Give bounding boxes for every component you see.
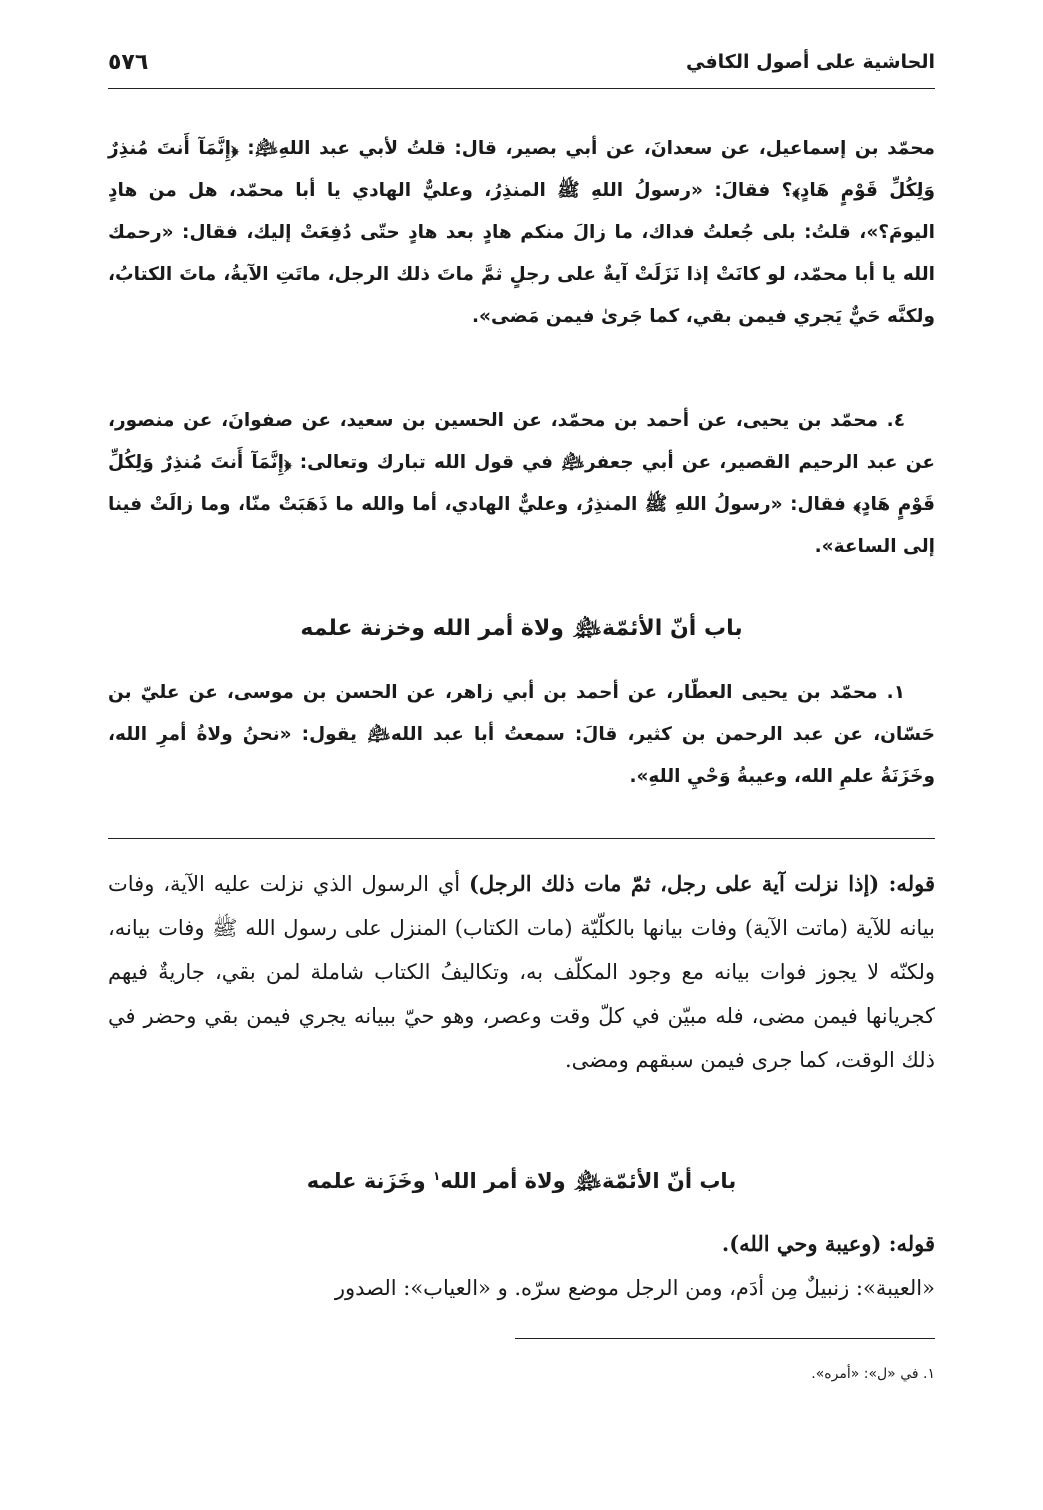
- chapter-2-title-part-1: باب أنّ الأئمّة﵈ ولاة أمر الله: [440, 1169, 737, 1193]
- commentary-separator: [108, 838, 935, 839]
- chapter-2-heading: [108, 1168, 935, 1199]
- chapter-1-heading: باب أنّ الأئمّة﵈ ولاة أمر الله وخزنة علمه: [300, 616, 743, 641]
- hadith-4-text: ٤. محمّد بن يحيى، عن أحمد بن محمّد، عن الحسين بن سعيد، عن صفوانَ، عن منصور، عن عبد الرحيم القصير، عن أبي جعفر﵇ في قول الله تبارك وتعالى: ﴿إِنَّمَآ أَنتَ مُنذِرٌ وَلِكُلِّ قَوْمٍ هَادٍ﴾ فقال: «رسولُ اللهِ ﷺ المنذِرُ، وعليٌّ الهادي، أما والله ما ذَهَبَتْ منّا، وما زالَتْ فينا إلى الساعة».: [108, 410, 935, 557]
- commentary-1-paragraph: [108, 862, 935, 1082]
- commentary-2-text: «العيبة»: زنبيلٌ مِن أدَم، ومن الرجل موضع سرّه. و «العياب»: الصدور: [334, 1276, 935, 1300]
- running-title: الحاشية على أصول الكافي: [685, 51, 935, 73]
- footnote-rule: [515, 1338, 935, 1339]
- header-rule: [108, 88, 935, 89]
- chapter-1-hadith-1: [108, 672, 935, 798]
- commentary-1: [108, 862, 935, 1082]
- commentary-1-lead: قوله: (إذا نزلت آية على رجل، ثمّ مات ذلك الرجل): [468, 871, 935, 896]
- commentary-2: [108, 1222, 935, 1310]
- hadith-3-continued: [108, 128, 935, 338]
- commentary-2-lead-line: [108, 1222, 935, 1266]
- hadith-3-text: محمّد بن إسماعيل، عن سعدانَ، عن أبي بصير، قال: قلتُ لأبي عبد اللهِ﵇: ﴿إِنَّمَآ أَنتَ مُنذِرٌ وَلِكُلِّ قَوْمٍ هَادٍ﴾؟ فقالَ: «رسولُ اللهِ ﷺ المنذِرُ، وعليٌّ الهادي يا أبا محمّد، هل من هادٍ اليومَ؟»، قلتُ: بلى جُعلتُ فداك، ما زالَ منكم هادٍ بعد هادٍ حتّى دُفِعَتْ إليك، فقال: «رحمك الله يا أبا محمّد، لو كانَتْ إذا نَزَلَتْ آيةٌ على رجلٍ ثمَّ ماتَ ذلك الرجل، ماتَتِ الآيةُ، ماتَ الكتابُ، ولكنَّه حَيٌّ يَجري فيمن بقي، كما جَرىٰ فيمن مَضى».: [108, 138, 935, 327]
- footnote-1: ١. في «ل»: «أمره».: [811, 1366, 935, 1382]
- hadith-4: [108, 400, 935, 568]
- page-number: ٥٧٦: [108, 49, 149, 75]
- footnote-marker[interactable]: ١: [433, 1169, 441, 1183]
- commentary-2-lead: قوله: (وعيبة وحي الله).: [721, 1231, 935, 1256]
- chapter-1-hadith-1-text: ١. محمّد بن يحيى العطّار، عن أحمد بن أبي زاهر، عن الحسن بن موسى، عن عليّ بن حَسّان، عن عبد الرحمن بن كثير، قالَ: سمعتُ أبا عبد الله﵇ يقول: «نحنُ ولاةُ أمرِ الله، وخَزَنَةُ علمِ الله، وعيبةُ وَحْيِ اللهِ».: [108, 682, 935, 787]
- chapter-2-title-part-2: وخَزَنة علمه: [306, 1169, 434, 1193]
- page-header: [108, 42, 935, 82]
- commentary-1-text: أي الرسول الذي نزلت عليه الآية، وفات بيانه للآية (ماتت الآية) وفات بيانها بالكلّيّة (مات الكتاب) المنزل على رسول الله ﷺ وفات بيانه، ولكنّه لا يجوز فوات بيانه مع وجود المكلّف به، وتكاليفُ الكتاب شاملة لمن بقي، جاريةٌ فيهم كجريانها فيمن مضى، فله مبيّن في كلّ وقت وعصر، وهو حيّ ببيانه يجري فيمن بقي وحضر في ذلك الوقت، كما جرى فيمن سبقهم ومضى.: [108, 872, 935, 1072]
